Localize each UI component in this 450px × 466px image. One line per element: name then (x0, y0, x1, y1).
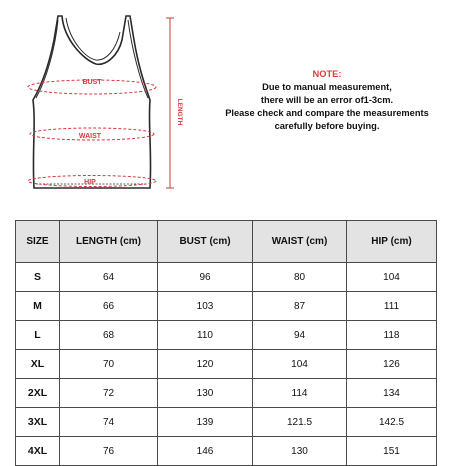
size-cell: XL (16, 350, 60, 379)
hip-cell: 142.5 (347, 408, 437, 437)
hip-cell: 104 (347, 263, 437, 292)
table-row (16, 321, 437, 350)
waist-cell: 130 (253, 437, 347, 466)
bust-cell: 139 (158, 408, 253, 437)
length-cell: 66 (60, 292, 158, 321)
waist-cell: 94 (253, 321, 347, 350)
size-cell: 3XL (16, 408, 60, 437)
size-cell: S (16, 263, 60, 292)
header-length: LENGTH (cm) (60, 221, 158, 263)
bust-cell: 96 (158, 263, 253, 292)
size-cell: 2XL (16, 379, 60, 408)
header-hip: HIP (cm) (347, 221, 437, 263)
waist-cell: 104 (253, 350, 347, 379)
waist-cell: 87 (253, 292, 347, 321)
size-chart-table (15, 220, 437, 466)
bust-label: BUST (82, 79, 102, 86)
note-line-3: Please check and compare the measurements (225, 108, 429, 118)
waist-cell: 114 (253, 379, 347, 408)
note-line-1: Due to manual measurement, (262, 82, 392, 92)
note-line-2: there will be an error of1-3cm. (260, 95, 394, 105)
header-size: SIZE (16, 221, 60, 263)
table-row (16, 292, 437, 321)
table-header-row (16, 221, 437, 263)
length-cell: 72 (60, 379, 158, 408)
hip-cell: 118 (347, 321, 437, 350)
waist-cell: 121.5 (253, 408, 347, 437)
table-row (16, 350, 437, 379)
hip-label: HIP (84, 179, 96, 186)
size-cell: 4XL (16, 437, 60, 466)
header-waist: WAIST (cm) (253, 221, 347, 263)
header-bust: BUST (cm) (158, 221, 253, 263)
note-line-4: carefully before buying. (274, 121, 380, 131)
hip-cell: 134 (347, 379, 437, 408)
size-cell: M (16, 292, 60, 321)
hip-cell: 151 (347, 437, 437, 466)
hip-cell: 111 (347, 292, 437, 321)
bust-cell: 120 (158, 350, 253, 379)
tank-top-outline (33, 16, 151, 188)
hip-cell: 126 (347, 350, 437, 379)
table-row (16, 379, 437, 408)
size-cell: L (16, 321, 60, 350)
waist-cell: 80 (253, 263, 347, 292)
length-cell: 64 (60, 263, 158, 292)
length-cell: 68 (60, 321, 158, 350)
table-row (16, 437, 437, 466)
table-row (16, 408, 437, 437)
length-cell: 74 (60, 408, 158, 437)
length-cell: 76 (60, 437, 158, 466)
bust-cell: 110 (158, 321, 253, 350)
measurement-note (212, 68, 442, 133)
table-row (16, 263, 437, 292)
bust-cell: 103 (158, 292, 253, 321)
length-cell: 70 (60, 350, 158, 379)
waist-label: WAIST (78, 133, 102, 140)
length-label: LENGTH (176, 98, 183, 126)
note-title: NOTE: (312, 69, 342, 79)
bust-cell: 146 (158, 437, 253, 466)
bust-cell: 130 (158, 379, 253, 408)
